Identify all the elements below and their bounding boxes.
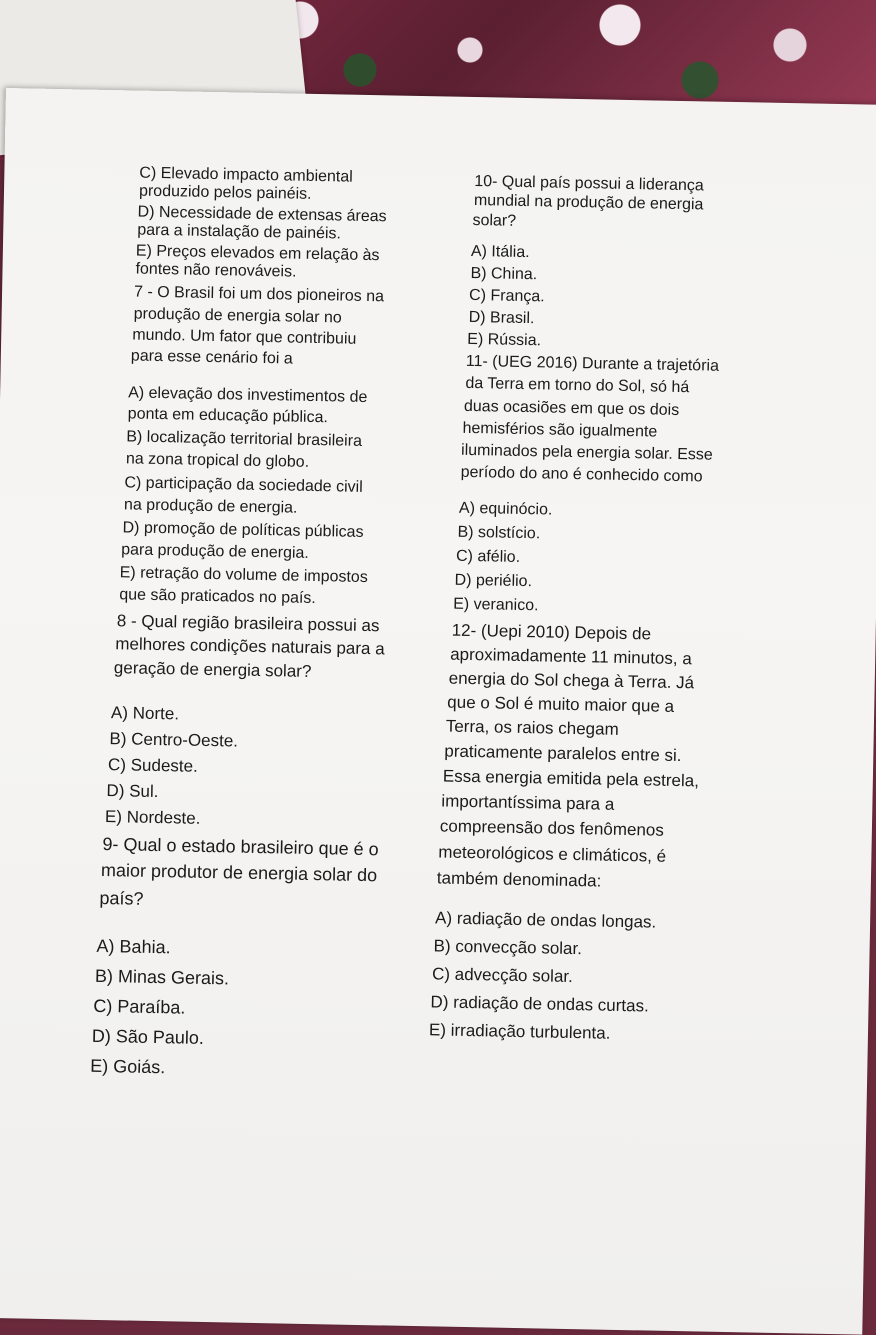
q7-stem-line4: para esse cenário foi a: [130, 347, 293, 368]
q9-option-a: A) Bahia.: [96, 935, 171, 958]
q12-option-d: D) radiação de ondas curtas.: [430, 992, 649, 1016]
q10-option-b: B) China.: [470, 264, 538, 284]
q12-stem-line3: energia do Sol chega à Terra. Já: [448, 668, 695, 693]
q11-stem-line2: da Terra em torno do Sol, só há: [465, 374, 690, 397]
q10-option-a: A) Itália.: [470, 242, 530, 262]
q10-stem-line3: solar?: [472, 211, 517, 230]
q11-stem-line5: iluminados pela energia solar. Esse: [460, 441, 713, 464]
q12-stem-line5: Terra, os raios chegam: [445, 716, 619, 739]
q9-option-d: D) São Paulo.: [91, 1025, 205, 1048]
q9-stem-line1: 9- Qual o estado brasileiro que é o: [102, 833, 379, 860]
q12-stem-line6: praticamente paralelos entre si.: [444, 741, 682, 766]
q6-option-e-line1: E) Preços elevados em relação às: [135, 242, 380, 265]
q7-option-b-line2: na zona tropical do globo.: [125, 450, 310, 471]
q8-stem-line2: melhores condições naturais para a: [115, 634, 385, 659]
q11-stem-line4: hemisférios são igualmente: [462, 419, 658, 441]
q6-option-d-line2: para a instalação de painéis.: [137, 221, 342, 243]
q8-option-b: B) Centro-Oeste.: [109, 729, 239, 751]
q6-option-c-line1: C) Elevado impacto ambiental: [139, 164, 353, 186]
q12-stem-line7: Essa energia emitida pela estrela,: [442, 766, 700, 791]
q12-option-a: A) radiação de ondas longas.: [434, 908, 657, 932]
q11-stem-line3: duas ocasiões em que os dois: [463, 397, 680, 419]
q7-stem-line1: 7 - O Brasil foi um dos pioneiros na: [133, 283, 385, 306]
left-column: [0, 88, 446, 1296]
q7-option-e-line2: que são praticados no país.: [119, 586, 316, 608]
q12-option-e: E) irradiação turbulenta.: [428, 1020, 611, 1043]
q12-option-c: C) advecção solar.: [431, 964, 574, 987]
q12-stem-line1: 12- (Uepi 2010) Depois de: [451, 620, 652, 644]
q11-option-e: E) veranico.: [453, 595, 539, 615]
q11-option-c: C) afélio.: [455, 547, 521, 566]
q8-option-e: E) Nordeste.: [104, 807, 201, 828]
q12-stem-line8: importantíssima para a: [441, 791, 615, 814]
q10-option-d: D) Brasil.: [468, 308, 535, 328]
q9-option-b: B) Minas Gerais.: [94, 965, 230, 989]
q7-option-b-line1: B) localização territorial brasileira: [126, 428, 363, 450]
q8-option-d: D) Sul.: [106, 781, 159, 802]
q7-option-a-line2: ponta em educação pública.: [127, 405, 329, 427]
q6-option-c-line2: produzido pelos painéis.: [138, 182, 312, 203]
q9-stem-line2: maior produtor de energia solar do: [100, 859, 378, 886]
q7-option-c-line1: C) participação da sociedade civil: [124, 474, 363, 496]
q8-stem-line3: geração de energia solar?: [113, 658, 312, 681]
q8-option-a: A) Norte.: [110, 703, 180, 724]
q11-option-d: D) periélio.: [454, 571, 533, 591]
q8-stem-line1: 8 - Qual região brasileira possui as: [116, 611, 380, 636]
q12-stem-line2: aproximadamente 11 minutos, a: [450, 644, 692, 669]
q7-stem-line2: produção de energia solar no: [133, 305, 342, 327]
q7-option-e-line1: E) retração do volume de impostos: [119, 564, 368, 587]
q9-stem-line3: país?: [99, 887, 144, 909]
q6-option-d-line1: D) Necessidade de extensas áreas: [137, 203, 387, 226]
q6-option-e-line2: fontes não renováveis.: [135, 260, 297, 281]
q7-option-d-line2: para produção de energia.: [120, 541, 309, 562]
q10-option-e: E) Rússia.: [467, 330, 542, 350]
q7-option-c-line2: na produção de energia.: [123, 496, 298, 517]
q12-stem-line11: também denominada:: [436, 868, 602, 891]
q11-stem-line1: 11- (UEG 2016) Durante a trajetória: [465, 352, 720, 375]
q12-stem-line4: que o Sol é muito maior que a: [447, 692, 675, 716]
exam-paper: [0, 88, 876, 1335]
q8-option-c: C) Sudeste.: [107, 755, 198, 776]
q10-option-c: C) França.: [468, 286, 545, 306]
q11-option-a: A) equinócio.: [458, 499, 553, 519]
q12-stem-line10: meteorológicos e climáticos, é: [438, 842, 667, 866]
right-column: [423, 96, 846, 1303]
q11-stem-line6: período do ano é conhecido como: [460, 463, 703, 486]
q12-stem-line9: compreensão dos fenômenos: [439, 816, 665, 840]
q12-option-b: B) convecção solar.: [433, 936, 583, 959]
q10-stem-line1: 10- Qual país possui a liderança: [474, 173, 704, 195]
q7-option-d-line1: D) promoção de políticas públicas: [122, 519, 364, 541]
q11-option-b: B) solstício.: [457, 523, 541, 543]
q7-option-a-line1: A) elevação dos investimentos de: [128, 384, 368, 406]
q9-option-e: E) Goiás.: [90, 1055, 166, 1078]
q10-stem-line2: mundial na produção de energia: [473, 192, 704, 214]
q7-stem-line3: mundo. Um fator que contribuiu: [132, 326, 357, 348]
q9-option-c: C) Paraíba.: [93, 995, 186, 1018]
